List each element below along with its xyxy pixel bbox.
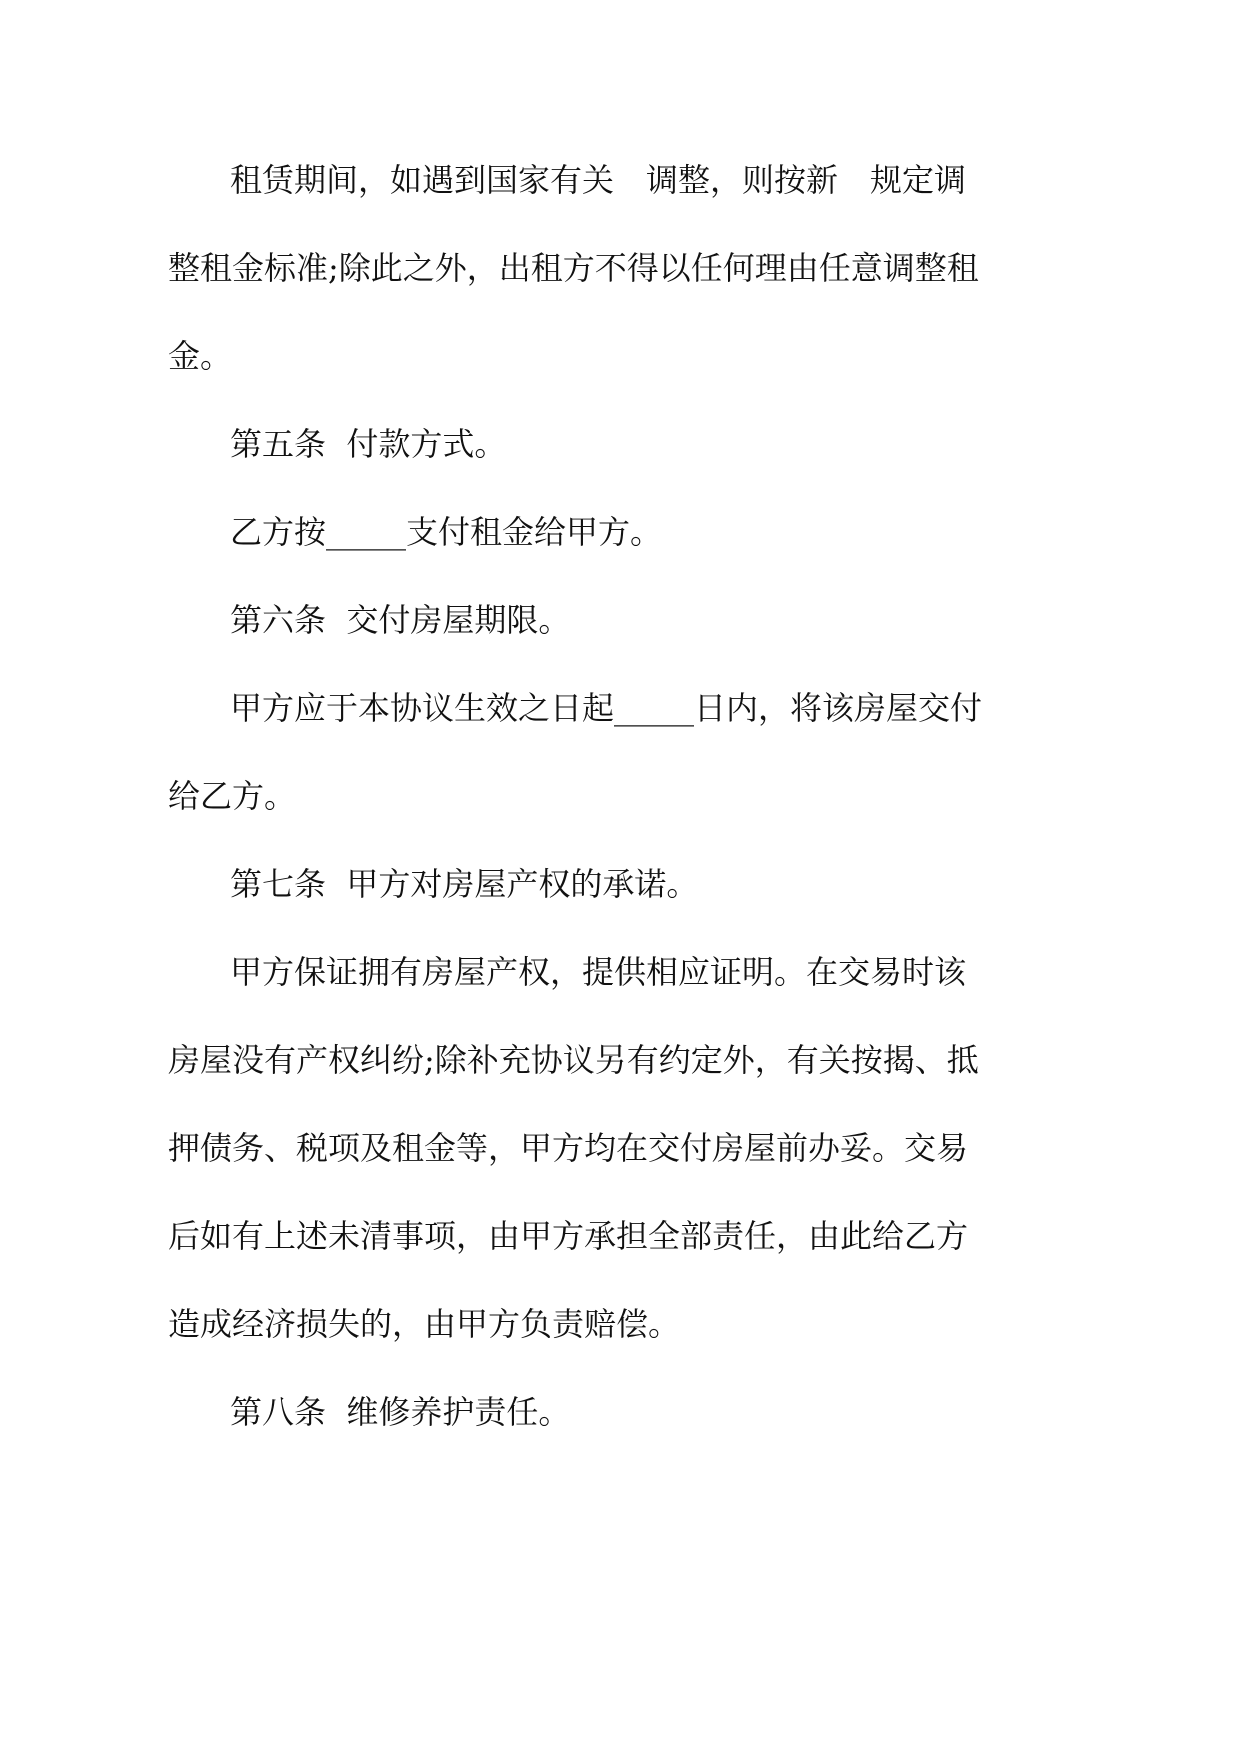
- section-heading: 第七条 甲方对房屋产权的承诺。: [230, 865, 699, 903]
- paragraph-line: 后如有上述未清事项，由甲方承担全部责任，由此给乙方: [168, 1217, 969, 1255]
- paragraph-line: 甲方应于本协议生效之日起_____日内，将该房屋交付: [230, 689, 983, 727]
- paragraph-line: 给乙方。: [168, 777, 297, 815]
- paragraph-line: 金。: [168, 337, 233, 375]
- paragraph-line: 房屋没有产权纠纷;除补充协议另有约定外，有关按揭、抵: [168, 1041, 979, 1079]
- paragraph-line: 租赁期间，如遇到国家有关 调整，则按新 规定调: [230, 161, 967, 199]
- paragraph-line: 整租金标准;除此之外，出租方不得以任何理由任意调整租: [168, 249, 979, 287]
- paragraph-line: 乙方按_____支付租金给甲方。: [230, 513, 663, 551]
- paragraph-line: 甲方保证拥有房屋产权，提供相应证明。在交易时该: [230, 953, 967, 991]
- section-heading: 第六条 交付房屋期限。: [230, 601, 571, 639]
- paragraph-line: 押债务、税项及租金等，甲方均在交付房屋前办妥。交易: [168, 1129, 969, 1167]
- section-heading: 第八条 维修养护责任。: [230, 1393, 571, 1431]
- paragraph-line: 造成经济损失的，由甲方负责赔偿。: [168, 1305, 681, 1343]
- section-heading: 第五条 付款方式。: [230, 425, 507, 463]
